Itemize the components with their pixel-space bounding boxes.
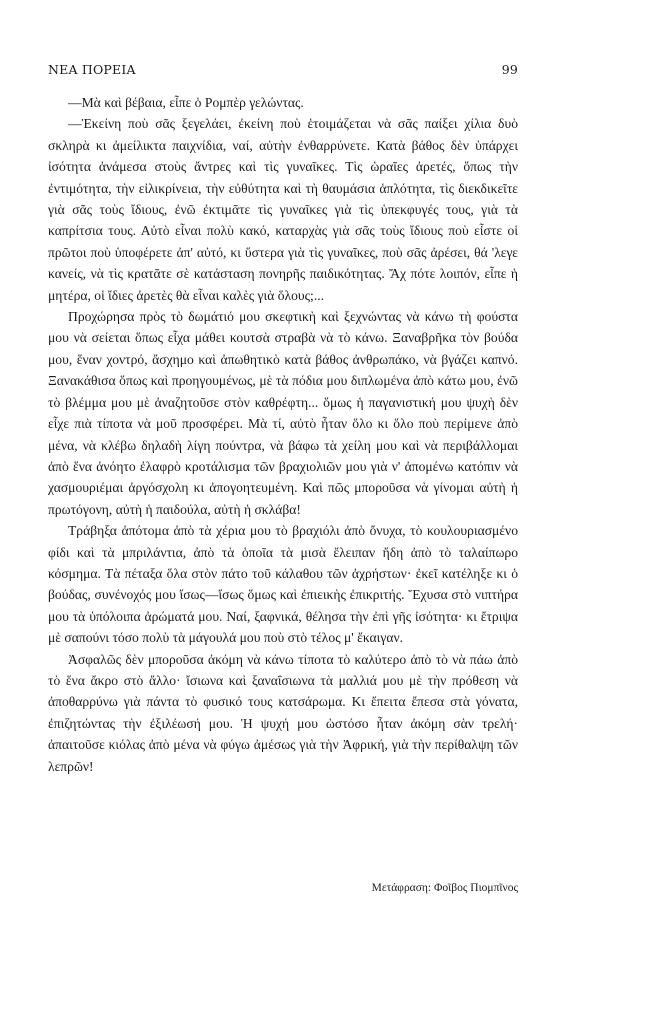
paragraph: —Μὰ καὶ βέβαια, εἶπε ὁ Ρομπὲρ γελώντας. — [68, 95, 304, 110]
body-text — [48, 92, 518, 777]
paragraph: Προχώρησα πρὸς τὸ δωμάτιό μου σκεφτικὴ καὶ ξεχνώντας νὰ κάνω τὴ φούστα μου νὰ σείεται ὅπως εἶχα μάθει κουτσὰ στραβὰ νὰ τὸ κάνω. Ξαναβρῆκα τὸν βούδα μου, ἕναν χοντρό, ἄσχημο καὶ ἀπωθητικὸ κατὰ βάθος ἀνθρωπάκο, νὰ βγάζει καπνό. Ξανακάθισα ὅπως καὶ προηγουμένως, μὲ τὰ πόδια μου διπλωμένα ἀπὸ κάτω μου, ἐνῶ τὸ βλέμμα μου μὲ ἀναζητοῦσε στὸν καθρέφτη... ὅμως ἡ παγανιστική μου ψυχὴ δὲν εἶχε πιὰ τίποτα νὰ μοῦ προσφέρει. Μὰ τί, αὐτὸ ἦταν ὅλο κι ὅλο ποὺ περίμενε ἀπὸ μένα, νὰ κλέβω δηλαδὴ λίγη πούντρα, νὰ βάφω τὰ χείλη μου καὶ νὰ περιβάλλομαι ἀπὸ ἕνα ἀνόητο ἐλαφρὸ κροτάλισμα τῶν βραχιολιῶν μου γιὰ ν' ἀπομένω κατόπιν νὰ χασμουριέμαι ἀργόσχολη κι ἀπογοητευμένη. Καὶ πῶς μποροῦσα νὰ γίνομαι αὐτὴ ἡ πρωτόγονη, αὐτὴ ἡ παιδούλα, αὐτὴ ἡ σκλάβα! — [48, 309, 518, 517]
journal-title: ΝΕΑ ΠΟΡΕΙΑ — [48, 62, 136, 77]
paragraph: Τράβηξα ἀπότομα ἀπὸ τὰ χέρια μου τὸ βραχιόλι ἀπὸ ὄνυχα, τὸ κουλουριασμένο φίδι καὶ τὰ μπριλάντια, ἀπὸ τὰ ὁποῖα τὰ μισὰ ἔλειπαν ἤδη ἀπὸ τὸ ταλαίπωρο κόσμημα. Τὰ πέταξα ὅλα στὸν πάτο τοῦ κάλαθου τῶν ἀχρήστων· ἐκεῖ κατέληξε κι ὁ βούδας, συνένοχός μου ἴσως—ἴσως ὅμως καὶ ἐπιεικὴς ἐπικριτής. Ἔχυσα στὸ νιπτήρα μου τὰ ὑπόλοιπα ἀρώματά μου. Ναί, ξαφνικά, θέλησα τὴν ἐπὶ γῆς ἰσότητα· κι ἔτριψα μὲ σαπούνι τόσο πολὺ τὰ μάγουλά μου ποὺ στὸ τέλος μ' ἔκαιγαν. — [48, 523, 518, 646]
paragraph: —Ἐκείνη ποὺ σᾶς ξεγελάει, ἐκείνη ποὺ ἑτοιμάζεται νὰ σᾶς παίξει χίλια δυὸ σκληρὰ κι ἀμείλικτα παιχνίδια, ναί, αὐτὴν ἐνθαρρύνετε. Κατὰ βάθος δὲν ὑπάρχει ἰσότητα ἀνάμεσα στοὺς ἄντρες καὶ τὶς γυναῖκες. Τὶς ὡραῖες ἀρετές, ὅπως τὴν ἐντιμότητα, τὴν εἰλικρίνεια, τὴν εὐθύτητα καὶ τὴ θαυμάσια ἁπλότητα, τὶς διεκδικεῖτε γιὰ σᾶς τοὺς ἴδιους, ἐνῶ ἐκτιμᾶτε τὶς γυναῖκες γιὰ τὶς ὑπεκφυγές τους, γιὰ τὰ καπρίτσια τους. Αὐτὸ εἶναι πολὺ κακό, καταρχὰς γιὰ σᾶς τοὺς ἴδιους ποὺ εἶστε οἱ πρῶτοι ποὺ ὑποφέρετε ἀπ' αὐτό, κι ὕστερα γιὰ τὶς γυναῖκες, ποὺ σᾶς ἀρέσει, θά 'λεγε κανείς, νὰ τὶς κρατᾶτε σὲ κατάσταση πονηρῆς παιδικότητας. Ἄχ πότε λοιπόν, εἶπε ἡ μητέρα, οἱ ἴδιες ἀρετὲς θὰ εἶναι καλὲς γιὰ ὅλους;... — [48, 116, 518, 303]
running-head — [48, 62, 518, 77]
translator-credit: Μετάφραση: Φοῖβος Πιομπῖνος — [371, 882, 518, 894]
paragraph: Ἀσφαλῶς δὲν μποροῦσα ἀκόμη νὰ κάνω τίποτα τὸ καλύτερο ἀπὸ τὸ νὰ πάω ἀπὸ τὸ ἕνα ἄκρο στὸ ἄλλο· ἴσιωνα καὶ ξαναΐσιωνα τὰ μαλλιά μου μὲ τὴν πρόθεση νὰ ἀποθαρρύνω γιὰ πάντα τὸ φυσικό τους κατσάρωμα. Κι ἔπειτα ἔπεσα στὰ γόνατα, ἐπιζητώντας τὴν ἐξιλέωσή μου. Ἡ ψυχή μου ὡστόσο ἦταν ἀκόμη σὰν τρελή· ἀπαιτοῦσε κιόλας ἀπὸ μένα νὰ φύγω ἀμέσως γιὰ τὴν Ἀφρική, γιὰ τὴν περίθαλψη τῶν λεπρῶν! — [48, 651, 518, 774]
page-number: 99 — [501, 62, 518, 77]
